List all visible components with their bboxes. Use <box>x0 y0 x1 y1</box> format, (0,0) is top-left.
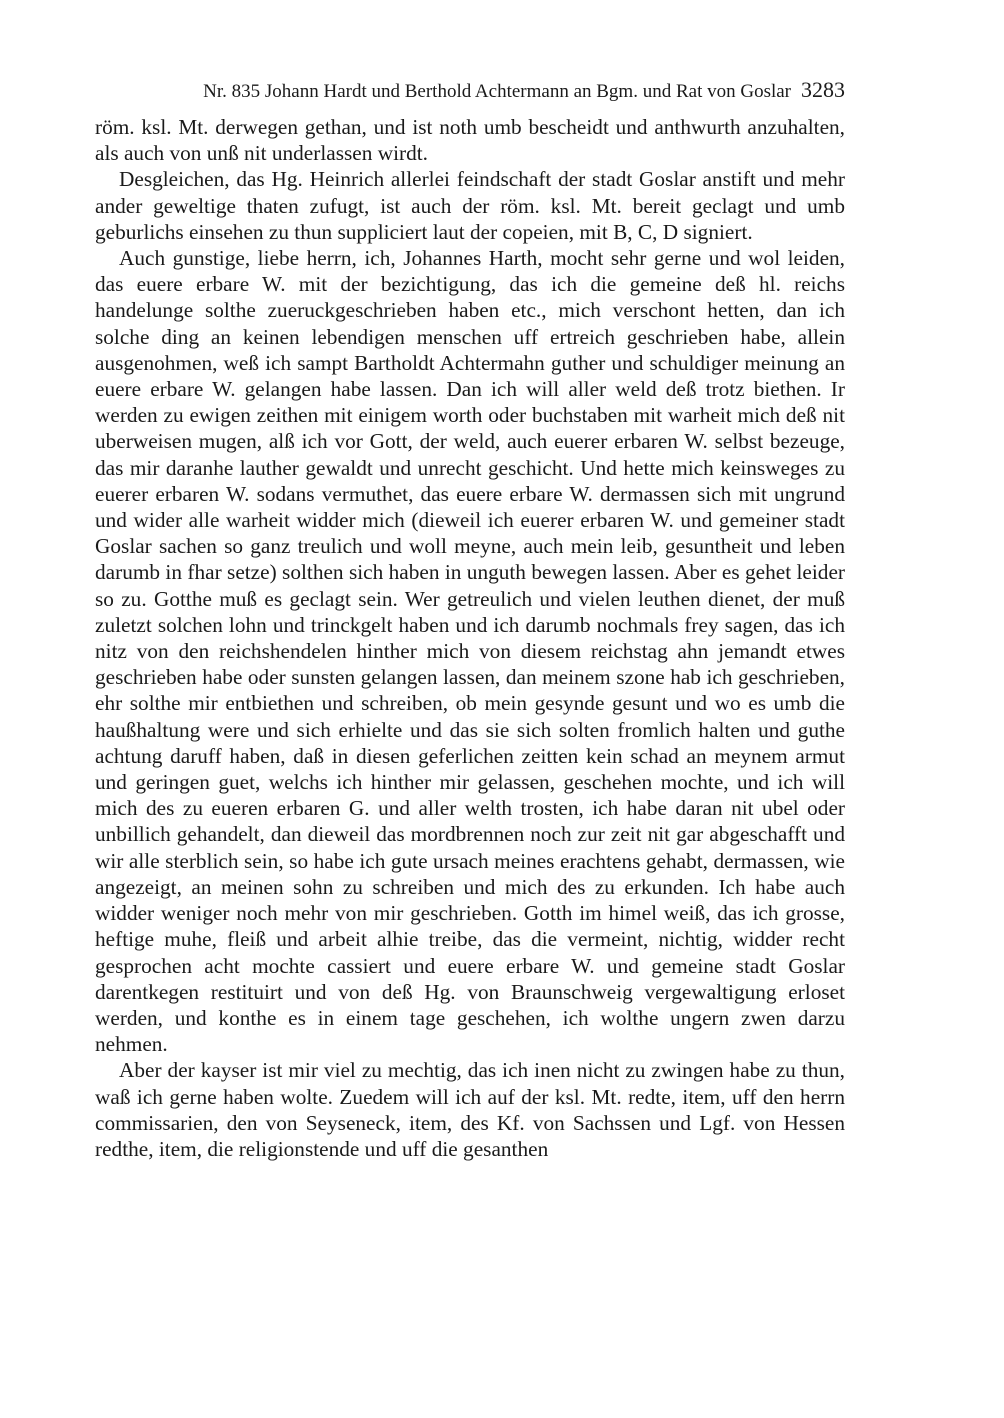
body-text <box>95 114 845 1162</box>
running-head-title: Nr. 835 Johann Hardt und Berthold Achtermann an Bgm. und Rat von Goslar <box>203 81 791 102</box>
running-head <box>95 78 845 104</box>
document-page <box>95 78 845 1162</box>
page-number: 3283 <box>801 77 845 102</box>
paragraph-aber-der-kayser: Aber der kayser ist mir viel zu mechtig, das ich inen nicht zu zwingen habe zu thun, waß ich gerne haben wolte. Zuedem will ich auf der ksl. Mt. redte, item, uff den herrn commissarien, den von Seyseneck, item, des Kf. von Sachssen und Lgf. von Hessen redthe, item, die religionstende und uff die gesanthen <box>95 1058 845 1161</box>
paragraph-continuation: röm. ksl. Mt. derwegen gethan, und ist noth umb bescheidt und anthwurth anzuhalten, als auch von unß nit underlassen wirdt. <box>95 115 845 166</box>
paragraph-auch-gunstige: Auch gunstige, liebe herrn, ich, Johannes Harth, mocht sehr gerne und wol leiden, das euere erbare W. mit der bezichtigung, das ich die gemeine deß hl. reichs handelunge solthe zueruckgeschrieben haben etc., mich verschont hetten, dan ich solche ding an keinen lebendigen menschen uff ertreich geschrieben habe, allein ausgenohmen, weß ich sampt Bartholdt Achtermahn guther und schuldiger meinung an euere erbare W. gelangen habe lassen. Dan ich will aller weld deß trotz biethen. Ir werden zu ewigen zeithen mit einigem worth oder buchstaben mit warheit mich deß nit uberweisen mugen, alß ich vor Gott, der weld, auch euerer erbaren W. selbst bezeuge, das mir daranhe lauther gewaldt und unrecht geschicht. Und hette mich keinsweges zu euerer erbaren W. sodans vermuthet, das euere erbare W. dermassen sich mit ungrund und wider alle warheit widder mich (dieweil ich euerer erbaren W. und gemeiner stadt Goslar sachen so ganz treulich und woll meyne, auch mein leib, gesuntheit und leben darumb in fhar setze) solthen sich haben in unguth bewegen lassen. Aber es gehet leider so zu. Gotthe muß es geclagt sein. Wer getreulich und vielen leuthen dienet, der muß zuletzt solchen lohn und trinckgelt haben und ich darumb nochmals frey sagen, das ich nitz von den reichshendelen hinther mich von diesem reichstag ahn jemandt etwes geschrieben habe oder sunsten gelangen lassen, dan meinem szone hab ich geschrieben, ehr solthe mir entbiethen und schreiben, ob mein gesynde gesunt und wo es umb die haußhaltung were und sich erhielte und das sie sich solten fromlich halten und guthe achtung daruff haben, daß in diesen geferlichen zeitten kein schad an meynem armut und geringen guet, welchs ich hinther mir gelassen, geschehen mochte, und ich will mich des zu eueren erbaren G. und aller welth trosten, ich habe daran nit ubel oder unbillich gehandelt, dan dieweil das mordbrennen noch zur zeit nit gar abgeschafft und wir alle sterblich sein, so habe ich gute ursach meines erachtens gehabt, dermassen, wie angezeigt, an meinen sohn zu schreiben und mich des zu erkunden. Ich habe auch widder weniger noch mehr von mir geschrieben. Gotth im himel weiß, das ich grosse, heftige muhe, fleiß und arbeit alhie treibe, das die vermeint, nichtig, widder recht gesprochen acht mochte cassiert und euere erbare W. und gemeine stadt Goslar darentkegen restituirt und von deß Hg. von Braunschweig vergewaltigung erloset werden, und konthe es in einem tage geschehen, ich wolthe ungern zwen darzu nehmen. <box>95 246 845 1057</box>
paragraph-desgleichen: Desgleichen, das Hg. Heinrich allerlei feindschaft der stadt Goslar anstift und mehr ander geweltige thaten zufugt, ist auch der röm. ksl. Mt. bereit geclagt und umb geburlichs einsehen zu thun suppliciert laut der copeien, mit B, C, D signiert. <box>95 167 845 244</box>
